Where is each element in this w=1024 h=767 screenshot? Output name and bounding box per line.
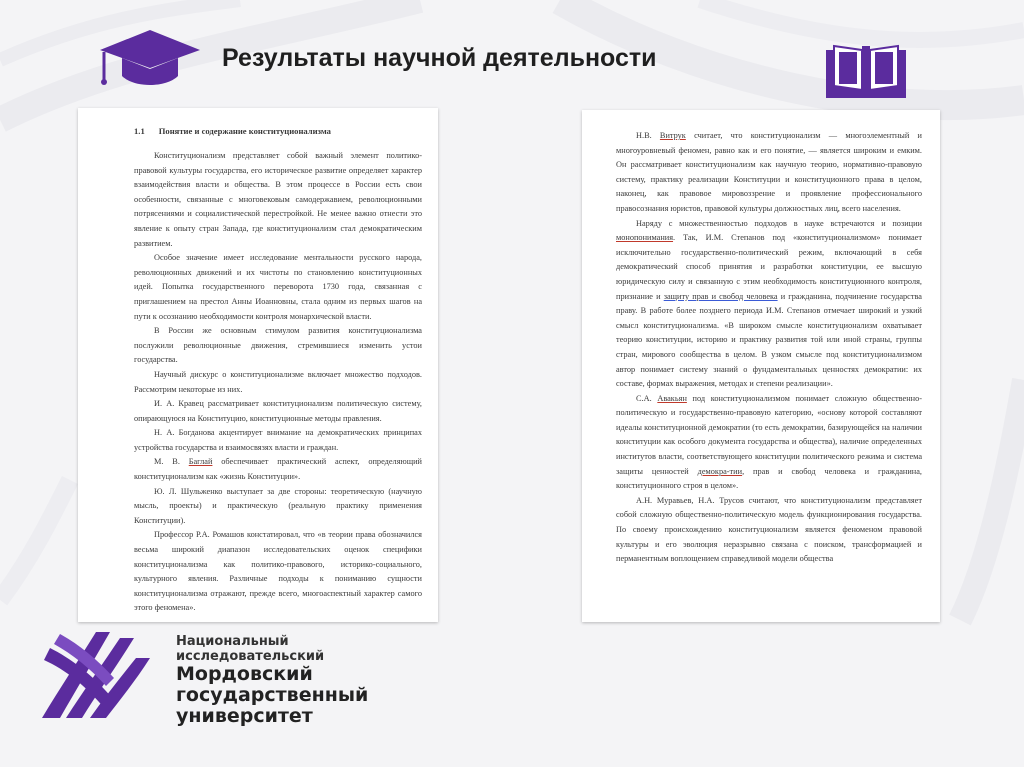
text-run: обеспечивает практический аспект, определяющий конституционализм как «жизнь Конституции». (134, 457, 422, 482)
university-line: университет (176, 705, 313, 727)
marked-name: Витрук (659, 131, 686, 140)
slide-title: Результаты научной деятельности (222, 44, 657, 72)
university-line: Мордовский (176, 663, 313, 685)
paragraph (616, 392, 922, 494)
marked-name: Баглай (188, 457, 213, 467)
university-line: государственный (176, 684, 369, 706)
paragraph: Особое значение имеет исследование ментальности русского народа, революционных движений и их чистоты по становлению конституционных идей. Попытка государственного переворота 1730 года, связанная с приглашением на престол Анны Иоанновны, стала одним из первых шагов на пути к осознанию необходимости контроля монархической власти. (134, 253, 422, 321)
paragraph: И. А. Кравец рассматривает конституционализм политическую систему, опирающуюся на Конституцию, конституционные методы правления. (134, 399, 422, 423)
marked-name: Авакьян (657, 393, 687, 403)
paragraph: Н. А. Богданова акцентирует внимание на демократических принципах устройства государства и взаимосвязях власти и граждан. (134, 428, 422, 452)
text-run: Наряду с множественностью подходов в науке встречаются и позиции (636, 218, 922, 228)
document-page-left (78, 108, 438, 622)
text-run: , прав и свобод человека и гражданина, конституционного строя в целом». (616, 466, 922, 491)
document-page-right (582, 110, 940, 622)
text-run: и гражданина, подчинение государства праву. В работе более позднего периода И.М. Степанов отмечает широкий и узкий смысл конституционализма. «В широком смысле конституционализм охватывает теорию конституции, историю и практику развития той или иной страны, группы стран, мирового сообщества в целом. В узком смысле под конституционализмом автор понимает систему знаний о фундаментальных ценностях демократии: их составе, формах выражения, методах и степени реализации». (616, 291, 922, 389)
paragraph: Конституционализм представляет собой важный элемент политико-правовой культуры государства, его историческое развитие определяет характер взаимодействия власти и общества. В этом процессе в России есть свои особенности, связанные с многовековым самодержавием, революционными потрясениями и социалистической перестройкой. Не менее важно отнести это явление к опыту стран Запада, где конституционализм стал демократическим развитием. (134, 151, 422, 248)
section-number: 1.1 (134, 126, 145, 136)
mordovia-university-logo (40, 628, 152, 720)
hyperlink[interactable]: защиту прав и свобод человека (663, 291, 778, 301)
text-run: С.А. (636, 393, 658, 403)
paragraph: А.Н. Муравьев, Н.А. Трусов считают, что конституционализм представляет собой сложную общественно-политическую модель функционирования государства. По своему происхождению конституционализм является феноменом правовой культуры и его эволюция неразрывно связана с поиском, трансформацией и перманентным воплощением справедливой модели общества (616, 495, 922, 564)
marked-word: демокра-тии (697, 466, 743, 476)
marked-word: монопонимания (616, 233, 674, 243)
text-run: . Так, И.М. Степанов под «конституционализмом» понимает исключительно государственно-политический режим, включающий в себя демократический способ принятия и разработки конституции, ее высшую юридическую силу и связанную с этим необходимость конституционного контроля, признание и (616, 233, 922, 301)
university-line: исследовательский (176, 649, 325, 664)
section-title: Понятие и содержание конституционализма (158, 126, 331, 136)
paragraph: Научный дискурс о конституционализме включает множество подходов. Рассмотрим некоторые из них. (134, 369, 422, 394)
paragraph (134, 455, 422, 484)
paragraph (616, 217, 922, 392)
paragraph (616, 129, 922, 217)
text-run: считает, что конституционализм — многоэлементный и многоуровневый феномен, равно как и его понятие, — является широким и емким. Он рассматривает конституционализм как научную теорию, нормативно-правовую систему, практику реализации Конституции и конституционного права в целом, наконец, как правовое мировоззрение и проявление профессионального правосознания юристов, правовой культуры должностных лиц, всего населения. (616, 131, 922, 213)
text-run: Н.В. (636, 131, 660, 140)
text-run: М. В. (154, 457, 189, 467)
open-book-icon (826, 42, 906, 98)
university-line: Национальный (176, 634, 289, 649)
paragraph: Профессор Р.А. Ромашов констатировал, что «в теории права обозначился весьма широкий диапазон исследовательских оценок специфики конституционализма как политико-правового, историко-социального, культурного явления. Различные подходы к пониманию сущности конституционализма отражают, прежде всего, многоаспектный характер самого этого феномена». (134, 530, 422, 613)
university-name (176, 634, 368, 727)
graduation-cap-icon (98, 28, 202, 92)
paragraph: В России же основным стимулом развития конституционализма послужили революционные движения, стремившиеся изменить устои государства. (134, 326, 422, 365)
section-heading (134, 126, 422, 136)
text-run: под конституционализмом понимает сложную общественно-политическую и государственно-правовую категорию, «основу которой составляют идеалы конституционной демократии (то есть демократии, базирующейся на наличии конституции как особого документа государства и общества), наличие определенных институтов власти, соответствующего конституции политического режима и система защиты ценностей (616, 393, 923, 476)
paragraph: Ю. Л. Шульженко выступает за две стороны: теоретическую (научную мысль, проекты) и практическую (реальную практику применения Конституции). (134, 486, 422, 525)
